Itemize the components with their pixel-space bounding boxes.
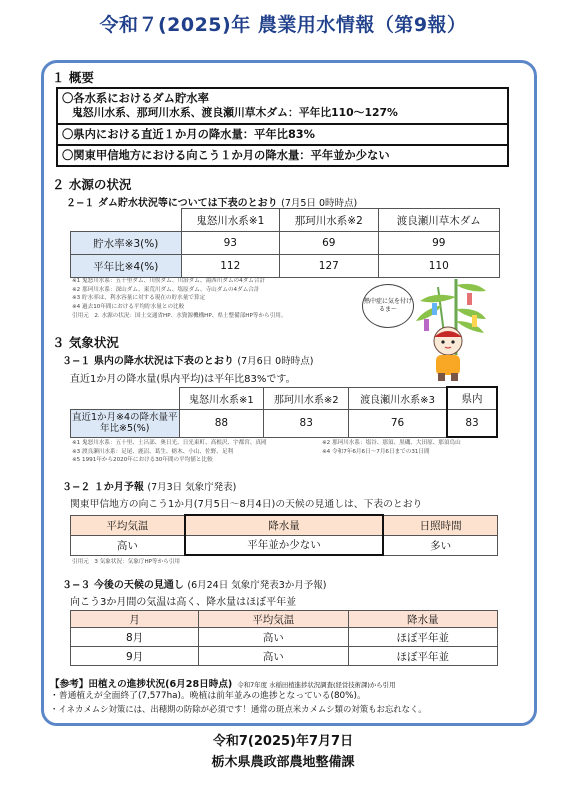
outlook-rain: ほぼ平年並 [348,647,497,666]
section-3-3-date: (6月24日 気象庁発表3か月予報) [187,580,327,591]
rain-notes-left [72,439,318,465]
rain-note: ※4 令和7年6月6日～7月6日までの31日間 [322,448,430,455]
forecast-temp: 高い [71,535,185,555]
section-3-1-title: ３−１ 県内の降水状況は下表のとおり [62,356,234,367]
outlook-month: 8月 [71,628,199,647]
section-1-heading: １ 概要 [52,70,94,85]
rain-col-pref: 県内 [447,387,497,409]
reference-bullet-2: ・イネカメムシ対策には、出穂期の防除が必須です！通常の斑点米カメムシ類の対策もお忘れなく。 [50,704,427,714]
dam-ratio-naka: 127 [280,255,379,278]
summary-rain: 〇県内における直近１か月の降水量：平年比83% [58,123,507,144]
section-3-heading: ３ 気象状況 [52,335,119,350]
forecast-rain: 平年並か少ない [185,535,383,555]
outlook-month: 9月 [71,647,199,666]
mascot-illustration [412,275,490,385]
footer-organization: 栃木県農政部農地整備課 [211,755,355,770]
section-2-1-date: (7月5日 0時時点) [281,198,358,209]
reference-source: 令和7年度 水稲田植進捗状況調査(経営技術課)から引用 [237,681,396,689]
section-2-heading: ２ 水源の状況 [52,177,132,192]
dam-ratio-watarase: 110 [378,255,499,278]
rain-note: ※1 鬼怒川水系：五十里、土呂部、奥日光、日光東町、高根沢、宇都宮、真岡 [72,440,267,446]
summary-dam-detail: 鬼怒川水系、那珂川水系、渡良瀬川草木ダム：平年比110～127% [72,106,398,120]
dam-table [70,208,500,278]
section-3-3-title: ３−３ 今後の天候の見通し [62,580,184,591]
dam-rate-watarase: 99 [378,232,499,255]
dam-note: ※1 鬼怒川水系：五十里ダム、川俣ダム、川治ダム、湯西川ダムの4ダム合計 [72,278,266,284]
dam-col-naka: 那珂川水系※2 [280,209,379,232]
dam-rate-naka: 69 [280,232,379,255]
outlook-col-rain: 降水量 [348,611,497,628]
speech-bubble: 熱中症に気を付けるま～ [362,284,414,328]
rain-note: ※2 那珂川水系：塩谷、那須、黒磯、大田原、那須烏山 [322,440,461,446]
dam-col-watarase: 渡良瀬川草木ダム [378,209,499,232]
summary-dam-title: 〇各水系におけるダム貯水率 [62,92,209,105]
dam-note: 引用元 2. 水源の状況：国土交通省HP、水資源機構HP、県土整備部HP等から引用。 [72,312,287,319]
outlook-col-temp: 平均気温 [199,611,348,628]
dam-row-label-ratio: 平年比※4(%) [71,255,182,278]
forecast-col-rain: 降水量 [185,515,383,535]
rain-note: ※5 1991年から2020年における30年間の平均値と比較 [72,457,213,464]
dam-row-label-rate: 貯水率※3(%) [71,232,182,255]
summary-box [56,87,509,167]
forecast-sun: 多い [383,535,497,555]
outlook-rain: ほぼ平年並 [348,628,497,647]
section-3-2-date: (7月3日 気象庁発表) [147,482,237,493]
dam-notes [72,277,372,320]
section-2-1-heading [66,194,357,209]
rain-col-watarase: 渡良瀬川水系※3 [349,387,447,409]
rain-table [70,386,498,438]
outlook-table [70,610,498,666]
outlook-temp: 高い [199,647,348,666]
section-3-1-date: (7月6日 0時時点) [237,356,314,367]
dam-note: ※3 貯水率は、利水容量に対する現在の貯水量で算定 [72,295,206,302]
forecast-col-sun: 日照時間 [383,515,497,535]
rain-watarase: 76 [349,409,447,437]
rain-col-naka: 那珂川水系※2 [264,387,349,409]
rain-note: ※3 渡良瀬川水系：足尾、鹿沼、葛生、栃木、小山、佐野、足利 [72,448,234,455]
footer-date: 令和7(2025)年7月7日 [212,734,354,749]
outlook-col-month: 月 [71,611,199,628]
mascot-icon [434,327,462,381]
rain-naka: 83 [264,409,349,437]
outlook-text: 向こう3か月間の気温は高く、降水量はほぼ平年並 [70,597,297,608]
rain-row-label: 直近1か月※4の降水量平年比※5(%) [71,409,180,437]
forecast-table [70,514,498,556]
dam-ratio-kinu: 112 [181,255,280,278]
section-3-2-heading [62,478,236,493]
forecast-text: 関東甲信地方の向こう1か月(7月5日～8月4日)の天候の見通しは、下表のとおり [70,499,423,510]
outlook-temp: 高い [199,628,348,647]
forecast-col-temp: 平均気温 [71,515,185,535]
section-3-2-title: ３−２ １か月予報 [62,482,144,493]
reference-title: 【参考】田植えの進捗状況(6月28日時点) [50,679,233,690]
dam-rate-kinu: 93 [181,232,280,255]
reference-bullet-1: ・普通植えが全面終了(7,577ha)。晩植は前年並みの進捗となっている(80%)。 [50,691,366,701]
section-3-3-heading [62,576,326,591]
summary-dam [58,89,507,123]
summary-forecast: 〇関東甲信地方における向こう１か月の降水量：平年並か少ない [58,144,507,165]
rain-col-kinu: 鬼怒川水系※1 [179,387,264,409]
section-3-1-heading [62,352,313,367]
section-2-1-title: ２−１ ダム貯水状況等については下表のとおり [66,198,278,209]
rain-kinu: 88 [179,409,264,437]
rain-summary-text: 直近1か月の降水量(県内平均)は平年比83%です。 [70,374,296,385]
page-title: 令和７(2025)年 農業用水情報（第9報） [99,14,467,36]
dam-note: ※2 那珂川水系：深山ダム、東荒川ダム、塩原ダム、寺山ダムの4ダム合計 [72,286,260,293]
rain-notes-right [322,439,502,456]
dam-col-kinu: 鬼怒川水系※1 [181,209,280,232]
forecast-source: 引用元 3 気象状況：気象庁HP等から引用 [72,559,181,565]
rain-pref: 83 [447,409,497,437]
dam-note: ※4 過去10年間における平均貯水量との比較 [72,303,185,310]
